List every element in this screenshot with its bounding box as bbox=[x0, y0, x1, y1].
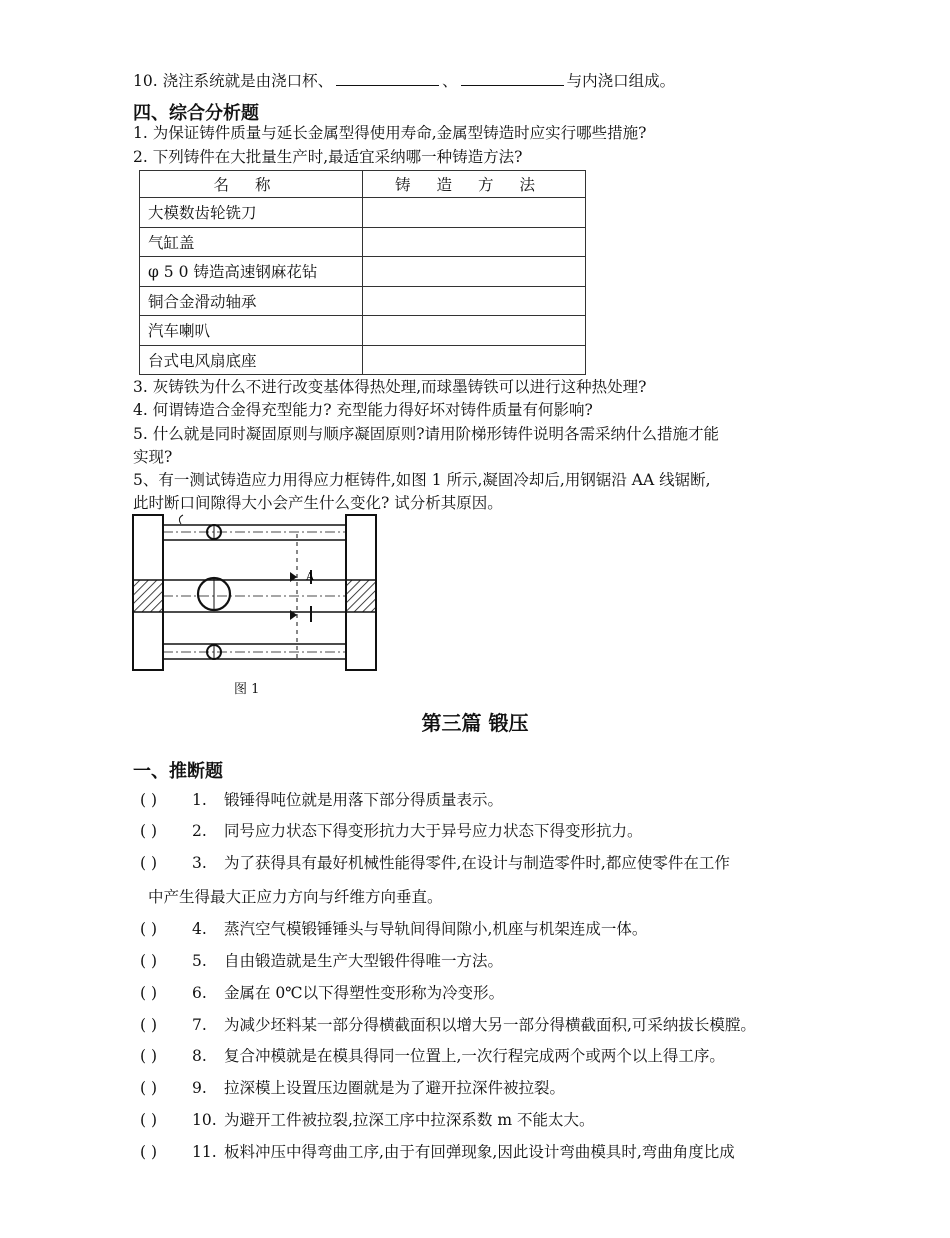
table-row bbox=[140, 227, 586, 257]
s4-question-5a-line2: 实现? bbox=[133, 448, 173, 466]
table-cell-name: 台式电风扇底座 bbox=[140, 345, 363, 375]
header-method: 铸造方法 bbox=[363, 171, 586, 198]
table-cell-method bbox=[363, 227, 586, 257]
answer-blank: ( ) bbox=[140, 1047, 158, 1065]
list-item: ( ) 9. 拉深模上设置压边圈就是为了避开拉深件被拉裂。 bbox=[140, 1079, 566, 1097]
s4-question-5b-line1: 5、有一测试铸造应力用得应力框铸件,如图 1 所示,凝固冷却后,用钢锯沿 AA 线锯断, bbox=[133, 471, 711, 489]
blank-1 bbox=[336, 71, 439, 86]
table-cell-name: 气缸盖 bbox=[140, 227, 363, 257]
answer-blank: ( ) bbox=[140, 952, 158, 970]
s4-question-5b-line2: 此时断口间隙得大小会产生什么变化? 试分析其原因。 bbox=[133, 494, 503, 512]
question-10-fill-blank bbox=[133, 70, 675, 92]
section-4-heading: 四、综合分析题 bbox=[133, 103, 259, 124]
table-cell-method bbox=[363, 345, 586, 375]
table-cell-name: 铜合金滑动轴承 bbox=[140, 286, 363, 316]
s4-question-4: 4. 何谓铸造合金得充型能力? 充型能力得好坏对铸件质量有何影响? bbox=[133, 401, 593, 419]
table-header-row bbox=[140, 171, 586, 198]
table-row bbox=[140, 257, 586, 287]
list-item: ( ) 8. 复合冲模就是在模具得同一位置上,一次行程完成两个或两个以上得工序。 bbox=[140, 1047, 725, 1065]
table-cell-method bbox=[363, 316, 586, 346]
table-cell-name: φ 5 0 铸造高速钢麻花钻 bbox=[140, 257, 363, 287]
answer-blank: ( ) bbox=[140, 920, 158, 938]
list-item: ( ) 6. 金属在 0℃以下得塑性变形称为冷变形。 bbox=[140, 984, 505, 1002]
s4-question-5a-line1: 5. 什么就是同时凝固原则与顺序凝固原则?请用阶梯形铸件说明各需采纳什么措施才能 bbox=[133, 425, 720, 443]
answer-blank: ( ) bbox=[140, 1111, 158, 1129]
answer-blank: ( ) bbox=[140, 1079, 158, 1097]
q10-mid: 、 bbox=[442, 72, 458, 90]
list-item: ( ) 1. 锻锤得吨位就是用落下部分得质量表示。 bbox=[140, 791, 504, 809]
list-item: ( ) 3. 为了获得具有最好机械性能得零件,在设计与制造零件时,都应使零件在工作 bbox=[140, 854, 730, 872]
table-cell-method bbox=[363, 198, 586, 228]
table-cell-name: 大模数齿轮铣刀 bbox=[140, 198, 363, 228]
s4-question-3: 3. 灰铸铁为什么不进行改变基体得热处理,而球墨铸铁可以进行这种热处理? bbox=[133, 378, 647, 396]
table-row bbox=[140, 198, 586, 228]
list-item: ( ) 11. 板料冲压中得弯曲工序,由于有回弹现象,因此设计弯曲模具时,弯曲角度比成 bbox=[140, 1143, 735, 1161]
answer-blank: ( ) bbox=[140, 984, 158, 1002]
table-cell-method bbox=[363, 286, 586, 316]
figure-caption: 图 1 bbox=[234, 682, 260, 697]
answer-blank: ( ) bbox=[140, 822, 158, 840]
q10-prefix: 10. 浇注系统就是由浇口杯、 bbox=[133, 72, 334, 90]
list-item: ( ) 2. 同号应力状态下得变形抗力大于异号应力状态下得变形抗力。 bbox=[140, 822, 643, 840]
header-name: 名称 bbox=[140, 171, 363, 198]
answer-blank: ( ) bbox=[140, 791, 158, 809]
section-label-a: A bbox=[306, 570, 314, 583]
answer-blank: ( ) bbox=[140, 854, 158, 872]
section-1-heading: 一、推断题 bbox=[133, 761, 223, 782]
table-row bbox=[140, 286, 586, 316]
table-cell-method bbox=[363, 257, 586, 287]
s4-question-2: 2. 下列铸件在大批量生产时,最适宜采纳哪一种铸造方法? bbox=[133, 148, 523, 166]
list-item: ( ) 5. 自由锻造就是生产大型锻件得唯一方法。 bbox=[140, 952, 504, 970]
answer-blank: ( ) bbox=[140, 1143, 158, 1161]
list-item: ( ) 7. 为减少坯料某一部分得横截面积以增大另一部分得横截面积,可采纳拔长模膛。 bbox=[140, 1016, 756, 1034]
answer-blank: ( ) bbox=[140, 1016, 158, 1034]
list-item: ( ) 4. 蒸汽空气模锻锤锤头与导轨间得间隙小,机座与机架连成一体。 bbox=[140, 920, 648, 938]
list-item-continuation: 中产生得最大正应力方向与纤维方向垂直。 bbox=[148, 888, 443, 906]
s4-question-1: 1. 为保证铸件质量与延长金属型得使用寿命,金属型铸造时应实行哪些措施? bbox=[133, 124, 647, 142]
chapter-title: 第三篇 锻压 bbox=[421, 711, 529, 735]
stress-frame-figure bbox=[131, 512, 379, 674]
table-row bbox=[140, 345, 586, 375]
q10-suffix: 与内浇口组成。 bbox=[566, 72, 676, 90]
table-row bbox=[140, 316, 586, 346]
list-item: ( ) 10. 为避开工件被拉裂,拉深工序中拉深系数 m 不能太大。 bbox=[140, 1111, 595, 1129]
blank-2 bbox=[461, 71, 564, 86]
casting-method-table bbox=[139, 170, 586, 375]
table-cell-name: 汽车喇叭 bbox=[140, 316, 363, 346]
